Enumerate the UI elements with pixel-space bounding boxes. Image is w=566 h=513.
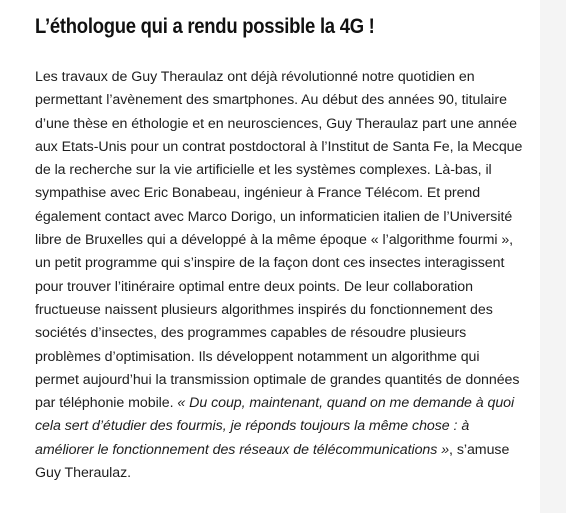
article-paragraph bbox=[35, 66, 525, 485]
article-title: L’éthologue qui a rendu possible la 4G ! bbox=[35, 15, 375, 38]
paragraph-tail: , s’amuse Guy Theraulaz. bbox=[35, 441, 510, 482]
page-gutter bbox=[540, 0, 566, 513]
paragraph-quote: « Du coup, maintenant, quand on me demande à quoi cela sert d’étudier des fourmis, je réponds toujours la même chose : à améliorer le fonctionnement des réseaux de télécommunications » bbox=[35, 395, 515, 458]
paragraph-text: Les travaux de Guy Theraulaz ont déjà révolutionné notre quotidien en permettant l’avènement des smartphones. Au début des années 90, titulaire d’une thèse en éthologie et en neurosciences, Guy Theraulaz part une année aux Etats-Unis pour un contrat postdoctoral à l’Institut de Santa Fe, la Mecque de la recherche sur la vie artificielle et les systèmes complexes. Là-bas, il sympathise avec Eric Bonabeau, ingénieur à France Télécom. Et prend également contact avec Marco Dorigo, un informaticien italien de l’Université libre de Bruxelles qui a développé à la même époque « l’algorithme fourmi », un petit programme qui s’inspire de la façon dont ces insectes interagissent pour trouver l’itinéraire optimal entre deux points. De leur collaboration fructueuse naissent plusieurs algorithmes inspirés du fonctionnement des sociétés d’insectes, des programmes capables de résoudre plusieurs problèmes d’optimisation. Ils développent notamment un algorithme qui permet aujourd’hui la transmission optimale de grandes quantités de données par téléphonie mobile. bbox=[35, 69, 523, 412]
